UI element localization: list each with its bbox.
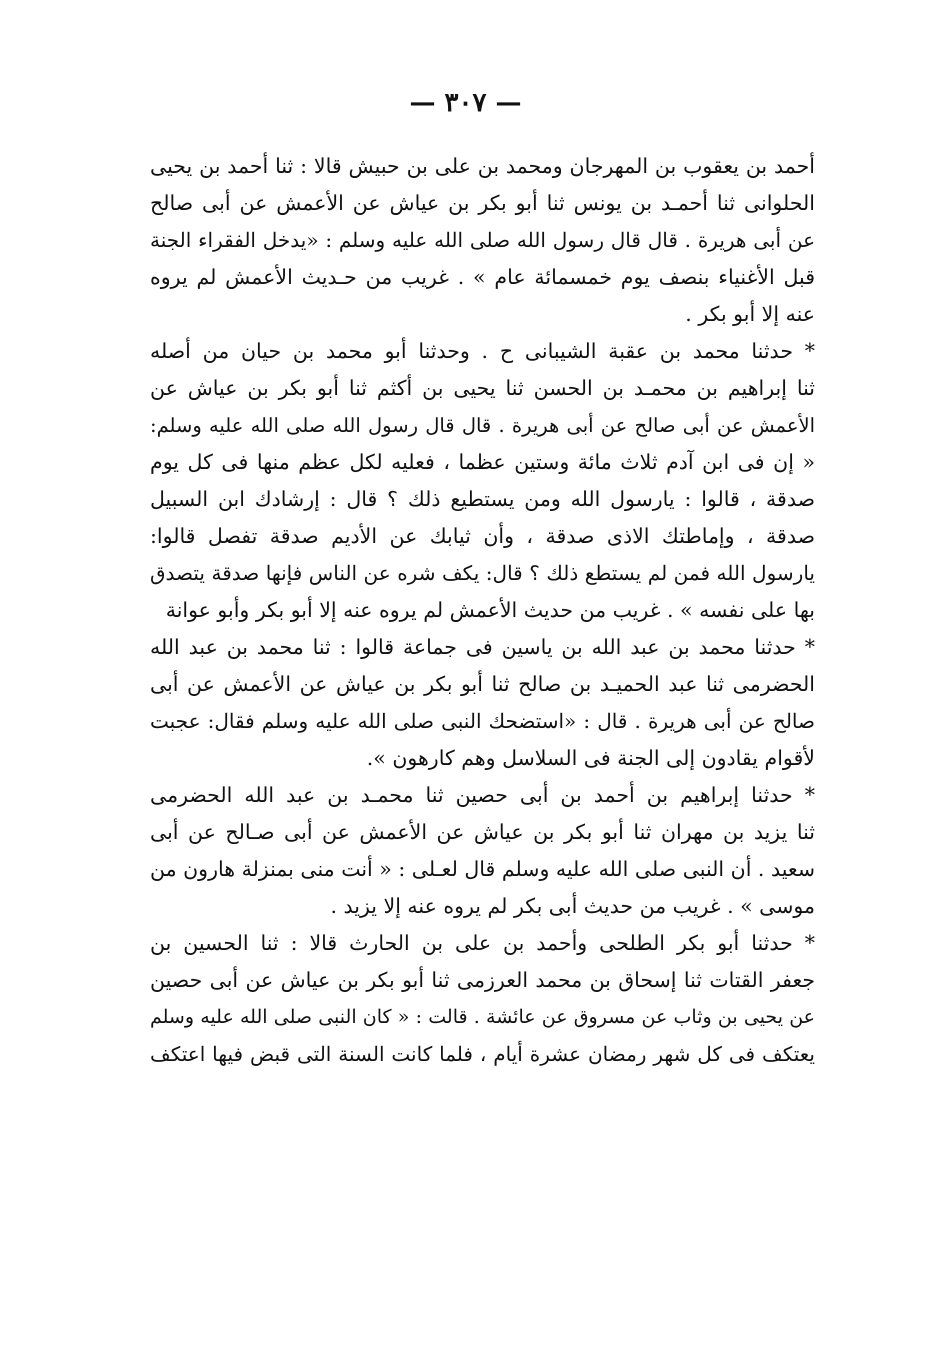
text-line: أحمد بن يعقوب بن المهرجان ومحمد بن على بن حبيش قالا : ثنا أحمد بن يحيى [150,154,815,178]
text-line: بها على نفسه » . غريب من حديث الأعمش لم يروه عنه إلا أبو بكر وأبو عوانة [165,598,815,622]
text-line: سعيد . أن النبى صلى الله عليه وسلم قال لعـلى : « أنت منى بمنزلة هارون من [150,857,815,881]
text-line: * حدثنا إبراهيم بن أحمد بن أبى حصين ثنا محمـد بن عبد الله الحضرمى [150,783,815,807]
text-line: * حدثنا أبو بكر الطلحى وأحمد بن على بن الحارث قالا : ثنا الحسين بن [150,931,815,955]
text-line: « إن فى ابن آدم ثلاث مائة وستين عظما ، فعليه لكل عظم منها فى كل يوم [150,450,815,474]
text-line: يعتكف فى كل شهر رمضان عشرة أيام ، فلما كانت السنة التى قبض فيها اعتكف [150,1042,815,1066]
text-line: عن أبى هريرة . قال قال رسول الله صلى الله عليه وسلم : «يدخل الفقراء الجنة [150,228,815,252]
page-body-text [150,148,815,1073]
text-line: * حدثنا محمد بن عبد الله بن ياسين فى جماعة قالوا : ثنا محمد بن عبد الله [150,635,815,659]
text-line: الحلوانى ثنا أحمـد بن يونس ثنا أبو بكر بن عياش عن الأعمش عن أبى صالح [150,191,815,215]
text-line: ثنا إبراهيم بن محمـد بن الحسن ثنا يحيى بن أكثم ثنا أبو بكر بن عياش عن [150,376,815,400]
text-line: يارسول الله فمن لم يستطع ذلك ؟ قال: يكف شره عن الناس فإنها صدقة يتصدق [150,561,815,585]
text-line: الأعمش عن أبى صالح عن أبى هريرة . قال قال رسول الله صلى الله عليه وسلم: [150,414,815,437]
text-line: عن يحيى بن وثاب عن مسروق عن عائشة . قالت : « كان النبى صلى الله عليه وسلم [150,1006,815,1028]
text-line: * حدثنا محمد بن عقبة الشيبانى ح . وحدثنا أبو محمد بن حيان من أصله [150,339,815,363]
text-line: عنه إلا أبو بكر . [685,302,815,326]
text-line: ثنا يزيد بن مهران ثنا أبو بكر بن عياش عن الأعمش عن أبى صـالح عن أبى [150,820,815,844]
text-line: قبل الأغنياء بنصف يوم خمسمائة عام » . غريب من حـديث الأعمش لم يروه [150,265,815,289]
text-line: جعفر القتات ثنا إسحاق بن محمد العرزمى ثنا أبو بكر بن عياش عن أبى حصين [150,968,815,992]
text-line: موسى » . غريب من حديث أبى بكر لم يروه عنه إلا يزيد . [330,894,815,918]
text-line: الحضرمى ثنا عبد الحميـد بن صالح ثنا أبو بكر بن عياش عن الأعمش عن أبى [150,672,815,696]
text-line: صدقة ، قالوا : يارسول الله ومن يستطيع ذلك ؟ قال : إرشادك ابن السبيل [150,487,815,511]
text-line: صالح عن أبى هريرة . قال : «استضحك النبى صلى الله عليه وسلم فقال: عجبت [150,709,815,733]
text-line: لأقوام يقادون إلى الجنة فى السلاسل وهم كارهون ». [366,746,815,770]
text-line: صدقة ، وإماطتك الاذى صدقة ، وأن ثيابك عن الأديم صدقة تفصل قالوا: [150,524,815,548]
page-number: — ٣٠٧ — [409,88,522,118]
